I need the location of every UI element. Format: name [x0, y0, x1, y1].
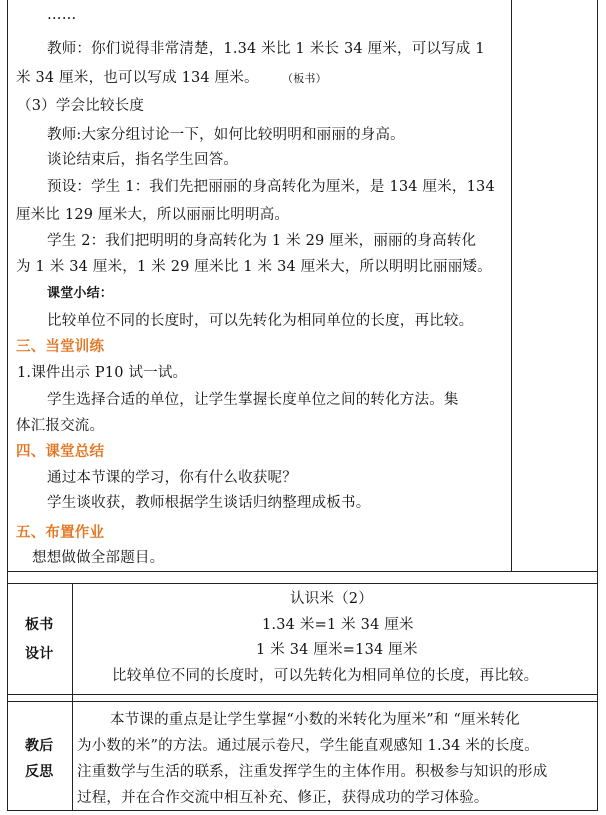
reflection-line-2: 为小数的米”的方法。通过展示卷尺，学生能直观感知 1.34 米的长度。 [77, 738, 539, 754]
practice-description-line-1: 学生选择合适的单位，让学生掌握长度单位之间的转化方法。集 [47, 392, 459, 408]
board-design-label-line-1: 板书 [25, 617, 54, 633]
class-summary-text: 比较单位不同的长度时，可以先转化为相同单位的长度，再比较。 [47, 313, 474, 329]
student2-answer-line-1: 学生 2：我们把明明的身高转化为 1 米 29 厘米，丽丽的身高转化 [47, 233, 477, 249]
board-conclusion: 比较单位不同的长度时，可以先转化为相同单位的长度，再比较。 [112, 668, 539, 684]
section-heading-practice: 三、当堂训练 [16, 339, 105, 355]
student1-answer-line-1: 预设：学生 1：我们先把丽丽的身高转化为厘米，是 134 厘米，134 [47, 179, 495, 195]
summary-activity: 学生谈收获，教师根据学生谈话归纳整理成板书。 [47, 495, 371, 511]
row-divider-2 [7, 583, 598, 584]
board-equation-2: 1 米 34 厘米=134 厘米 [256, 642, 418, 658]
row-divider-4 [7, 701, 598, 702]
row-divider-3 [7, 694, 598, 695]
board-note: （板书） [282, 72, 327, 85]
teacher-statement-line-1: 教师：你们说得非常清楚，1.34 米比 1 米长 34 厘米，可以写成 1 [47, 41, 485, 57]
row-divider-1 [7, 571, 598, 572]
reflection-line-3: 注重数学与生活的联系，注重发挥学生的主体作用。积极参与知识的形成 [77, 764, 548, 780]
board-equation-1: 1.34 米=1 米 34 厘米 [262, 617, 414, 633]
practice-description-line-2: 体汇报交流。 [16, 418, 105, 434]
reflection-line-4: 过程，并在合作交流中相互补充、修正，获得成功的学习体验。 [77, 790, 489, 806]
reflection-line-1: 本节课的重点是让学生掌握“小数的米转化为厘米”和 “厘米转化 [110, 712, 520, 728]
teacher-discussion-prompt: 教师:大家分组讨论一下，如何比较明明和丽丽的身高。 [47, 127, 405, 143]
table-right-border [597, 0, 598, 811]
student1-answer-line-2: 厘米比 129 厘米大，所以丽丽比明明高。 [16, 207, 290, 223]
section-heading-summary: 四、课堂总结 [16, 444, 105, 460]
class-summary-label: 课堂小结： [47, 286, 114, 301]
board-title: 认识米（2） [290, 591, 373, 607]
upper-column-divider [511, 0, 512, 571]
section-heading-homework: 五、布置作业 [16, 525, 105, 541]
reflection-label-line-1: 教后 [25, 738, 54, 754]
reflection-label-line-2: 反思 [25, 764, 54, 780]
table-left-border [7, 0, 8, 811]
board-design-label-line-2: 设计 [25, 646, 54, 662]
practice-item-1: 1.课件出示 P10 试一试。 [17, 365, 188, 381]
lower-column-divider [72, 583, 73, 811]
table-bottom-border [7, 810, 598, 811]
subsection-compare-length: （3）学会比较长度 [17, 98, 145, 114]
student2-answer-line-2: 为 1 米 34 厘米，1 米 29 厘米比 1 米 34 厘米大，所以明明比丽丽矮。 [16, 259, 492, 275]
discussion-instruction: 谈论结束后，指名学生回答。 [47, 152, 239, 168]
summary-question: 通过本节课的学习，你有什么收获呢？ [47, 470, 297, 486]
ellipsis-text: …… [47, 7, 77, 23]
teacher-statement-line-2: 米 34 厘米，也可以写成 134 厘米。 [16, 70, 259, 86]
homework-text: 想想做做全部题目。 [32, 550, 165, 566]
